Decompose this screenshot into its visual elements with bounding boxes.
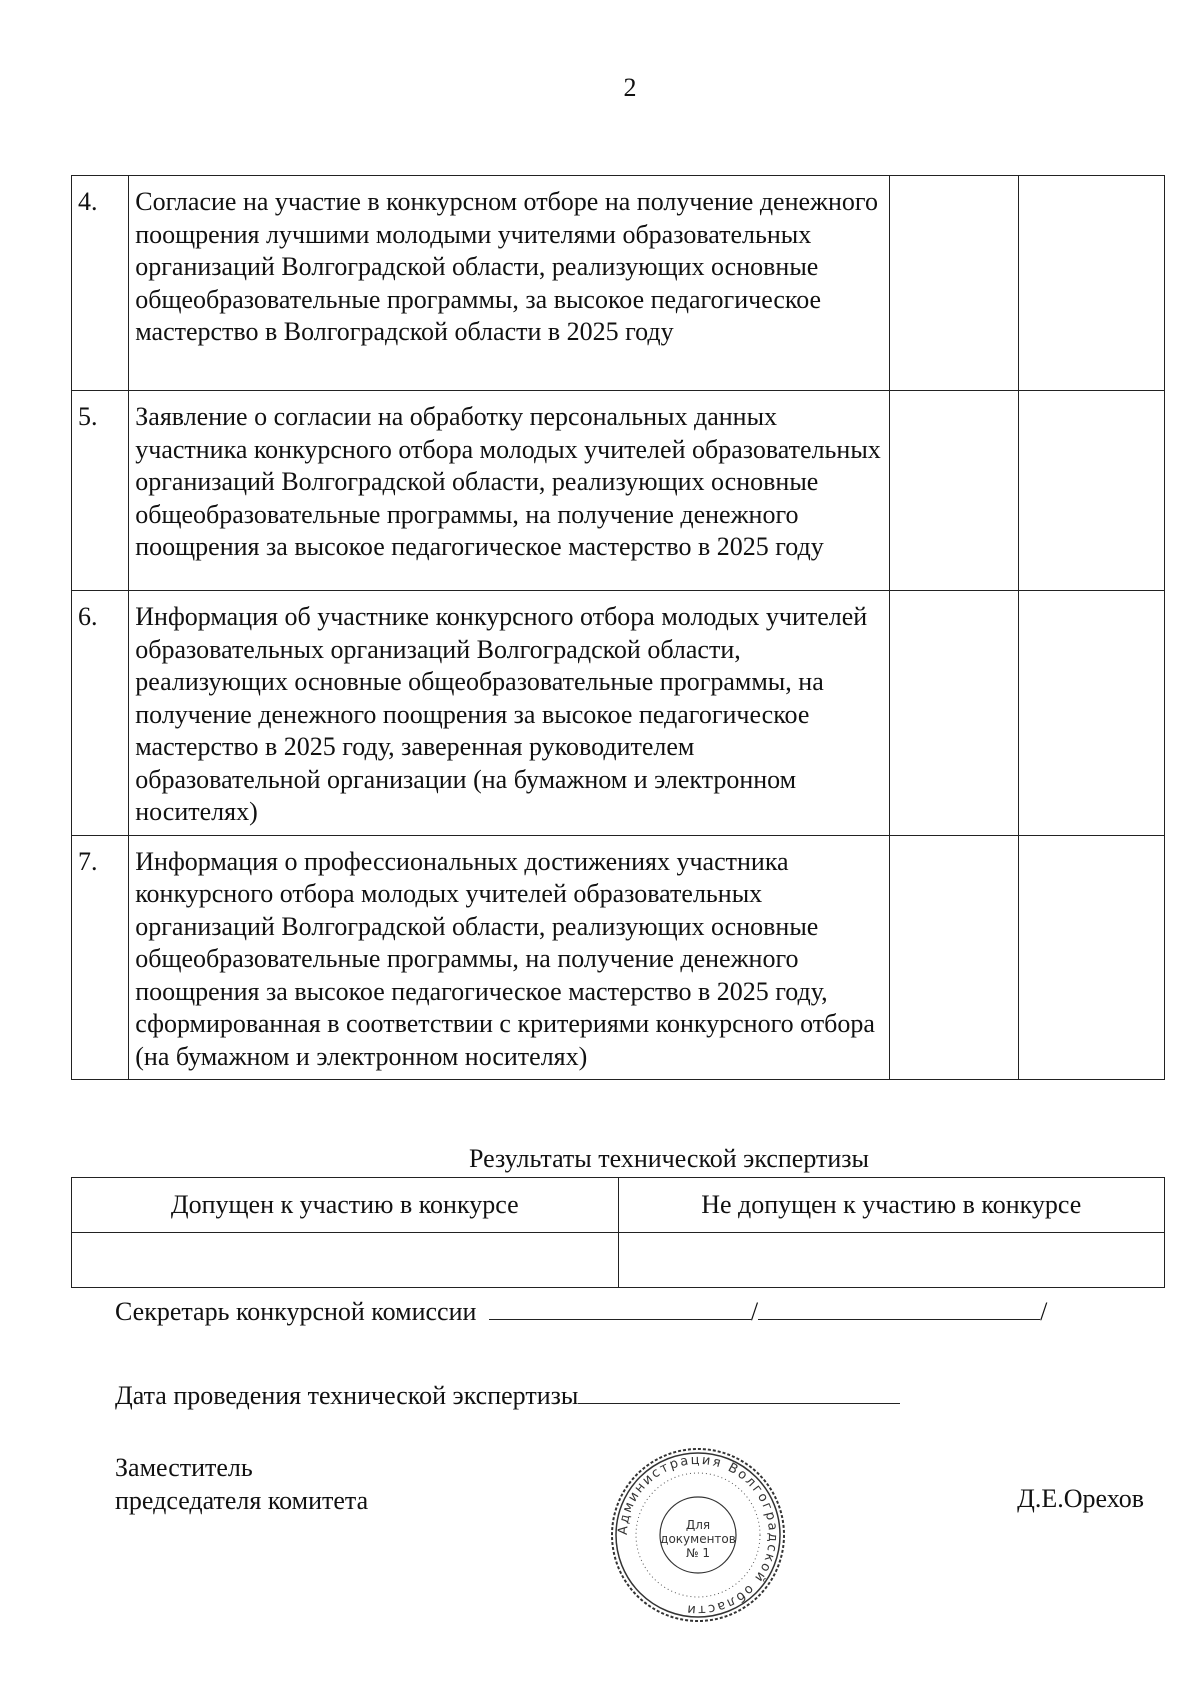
deputy-position-line2: председателя комитета xyxy=(115,1486,369,1515)
checklist-row xyxy=(72,176,1165,391)
exam-date-blank xyxy=(578,1377,900,1404)
seal-center-line3: № 1 xyxy=(686,1546,710,1560)
exam-date-label: Дата проведения технической экспертизы xyxy=(115,1381,579,1410)
row-mark-cell-2 xyxy=(1019,835,1165,1080)
seal-center-line1: Для xyxy=(685,1518,711,1532)
row-mark-cell-2 xyxy=(1019,591,1165,836)
results-table xyxy=(71,1177,1165,1288)
seal-outer-text: Администрация Волгоградской области xyxy=(615,1452,781,1618)
secretary-signature-blank xyxy=(489,1293,751,1320)
row-document-text: Заявление о согласии на обработку персональных данных участника конкурсного отбора молодых учителей образовательных организаций Волгоградской области, реализующих основные общеобразовательные программы, на получение денежного поощрения за высокое педагогическое мастерство в 2025 году xyxy=(129,391,889,591)
secretary-separator: / xyxy=(750,1297,759,1326)
signer-name: Д.Е.Орехов xyxy=(1017,1484,1144,1513)
checklist-row xyxy=(72,835,1165,1080)
row-number: 6. xyxy=(72,591,129,836)
not-admitted-cell xyxy=(618,1233,1165,1288)
row-document-text: Информация о профессиональных достижениях участника конкурсного отбора молодых учителей образовательных организаций Волгоградской области, реализующих основные общеобразовательные программы, на получение денежного поощрения за высокое педагогическое мастерство в 2025 году, сформированная в соответствии с критериями конкурсного отбора (на бумажном и электронном носителях) xyxy=(129,835,889,1080)
row-mark-cell-1 xyxy=(889,591,1019,836)
row-mark-cell-1 xyxy=(889,391,1019,591)
secretary-name-blank xyxy=(758,1293,1040,1320)
row-number: 4. xyxy=(72,176,129,391)
checklist-row xyxy=(72,391,1165,591)
secretary-line xyxy=(115,1293,1047,1327)
secretary-end: / xyxy=(1040,1297,1048,1326)
secretary-label: Секретарь конкурсной комиссии xyxy=(115,1297,477,1326)
checklist-row xyxy=(72,591,1165,836)
row-mark-cell-2 xyxy=(1019,176,1165,391)
row-document-text: Согласие на участие в конкурсном отборе на получение денежного поощрения лучшими молодыми учителями образовательных организаций Волгоградской области, реализующих основные общеобразовательные программы, за высокое педагогическое мастерство в Волгоградской области в 2025 году xyxy=(129,176,889,391)
admitted-header: Допущен к участию в конкурсе xyxy=(72,1178,619,1233)
row-mark-cell-1 xyxy=(889,176,1019,391)
row-mark-cell-2 xyxy=(1019,391,1165,591)
row-mark-cell-1 xyxy=(889,835,1019,1080)
exam-date-line xyxy=(115,1377,900,1411)
documents-checklist-table xyxy=(71,175,1165,1080)
deputy-position xyxy=(115,1451,368,1517)
row-document-text: Информация об участнике конкурсного отбора молодых учителей образовательных организаций Волгоградской области, реализующих основные общеобразовательные программы, на получение денежного поощрения за высокое педагогическое мастерство в 2025 году, заверенная руководителем образовательной организации (на бумажном и электронном носителях) xyxy=(129,591,889,836)
admitted-cell xyxy=(72,1233,619,1288)
row-number: 7. xyxy=(72,835,129,1080)
deputy-position-line1: Заместитель xyxy=(115,1453,253,1482)
row-number: 5. xyxy=(72,391,129,591)
page-number: 2 xyxy=(623,73,637,102)
results-title: Результаты технической экспертизы xyxy=(468,1144,869,1173)
official-seal xyxy=(608,1445,788,1625)
not-admitted-header: Не допущен к участию в конкурсе xyxy=(618,1178,1165,1233)
seal-center-line2: документов xyxy=(660,1532,736,1546)
